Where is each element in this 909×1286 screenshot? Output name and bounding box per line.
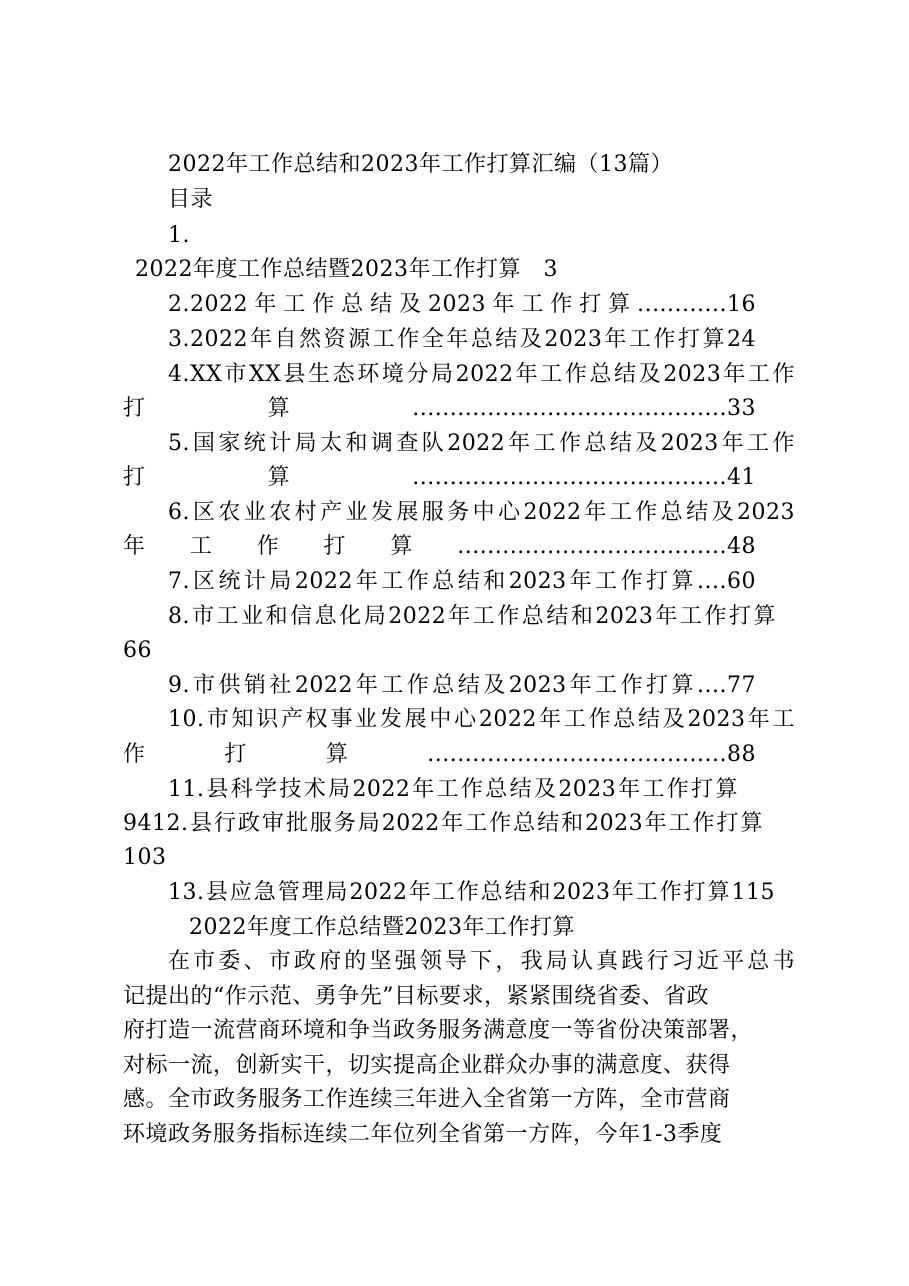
- toc-line: 打算..........................................41: [123, 465, 756, 490]
- toc-line: 9412.县行政审批服务局2022年工作总结和2023年工作打算: [123, 811, 763, 836]
- toc-line: 3.2022年自然资源工作全年总结及2023年工作打算24: [168, 327, 756, 352]
- toc-line: 8.市工业和信息化局2022年工作总结和2023年工作打算: [168, 604, 776, 629]
- toc-line: 作打算........................................88: [123, 742, 756, 767]
- body-paragraph-line: 感。全市政务服务工作连续三年进入全省第一方阵，全市营商: [123, 1087, 731, 1112]
- body-paragraph-line: 环境政务服务指标连续二年位列全省第一方阵，今年1-3季度: [123, 1122, 723, 1147]
- section-title: 2022年度工作总结暨2023年工作打算: [189, 915, 575, 940]
- toc-line: 9.市供销社2022年工作总结及2023年工作打算....77: [168, 673, 756, 698]
- toc-line: 103: [123, 845, 167, 870]
- toc-line: 年工作打算....................................48: [123, 534, 756, 559]
- body-paragraph-line: 在市委、市政府的坚强领导下，我局认真践行习近平总书: [168, 949, 795, 974]
- toc-heading: 目录: [168, 187, 214, 212]
- body-paragraph-line: 府打造一流营商环境和争当政务服务满意度一等省份决策部署，: [123, 1018, 754, 1043]
- toc-line: 5.国家统计局太和调查队2022年工作总结及2023年工作: [168, 431, 795, 456]
- document-title: 2022年工作总结和2023年工作打算汇编（13篇）: [168, 152, 673, 177]
- body-paragraph-line: 记提出的“作示范、勇争先”目标要求，紧紧围绕省委、省政: [123, 984, 709, 1009]
- toc-line: 1.: [168, 223, 190, 248]
- toc-line: 11.县科学技术局2022年工作总结及2023年工作打算: [168, 777, 738, 802]
- toc-line: 13.县应急管理局2022年工作总结和2023年工作打算115: [168, 880, 775, 905]
- toc-line: 打算..........................................33: [123, 396, 756, 421]
- toc-line: 7.区统计局2022年工作总结和2023年工作打算....60: [168, 569, 756, 594]
- toc-line: 66: [123, 638, 152, 663]
- toc-line: 6.区农业农村产业发展服务中心2022年工作总结及2023: [168, 500, 795, 525]
- toc-line: 4.XX市XX县生态环境分局2022年工作总结及2023年工作: [168, 362, 795, 387]
- toc-line: 10.市知识产权事业发展中心2022年工作总结及2023年工: [168, 707, 795, 732]
- body-paragraph-line: 对标一流，创新实干，切实提高企业群众办事的满意度、获得: [123, 1053, 731, 1078]
- toc-line: 2022年度工作总结暨2023年工作打算 3: [135, 257, 558, 282]
- toc-line: 2.2022年工作总结及2023年工作打算............16: [168, 292, 756, 317]
